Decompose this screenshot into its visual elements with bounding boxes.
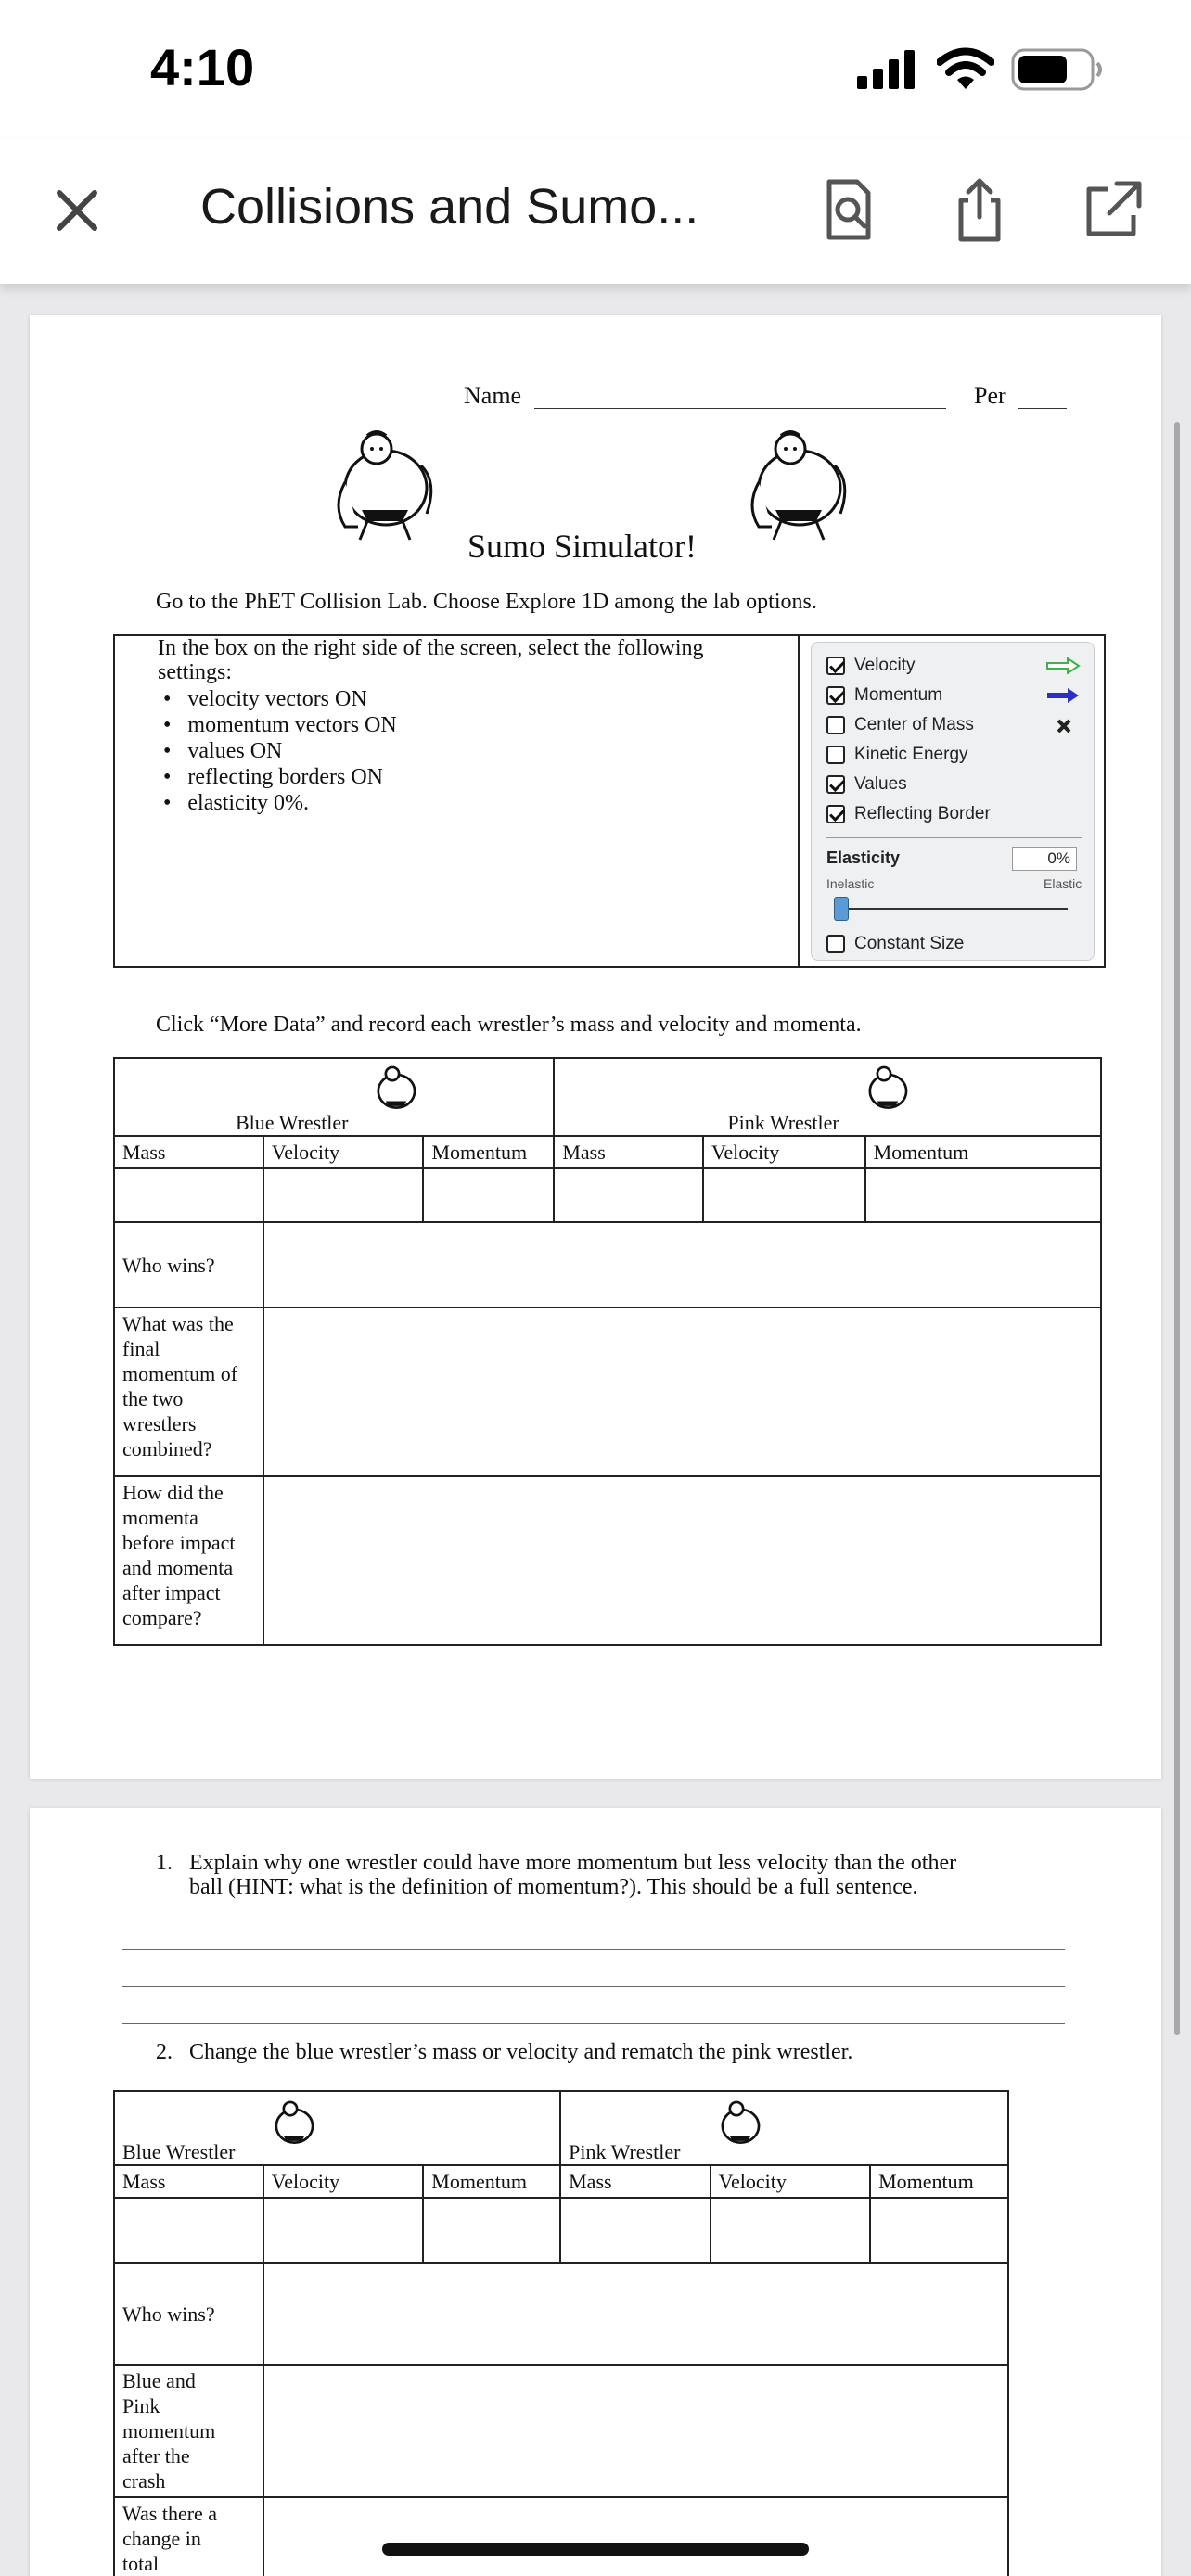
settings-list: [158, 686, 397, 816]
status-bar: [0, 0, 1191, 139]
question-final-momentum: What was the final momentum of the two wrestlers combined?: [114, 1307, 263, 1476]
document-page-2[interactable]: [30, 1808, 1161, 2576]
column-header: Velocity: [263, 1136, 424, 1168]
wifi-icon: [937, 46, 994, 91]
list-item: • values ON: [158, 739, 283, 763]
column-header: Momentum: [423, 2165, 560, 2198]
home-indicator[interactable]: [382, 2543, 809, 2556]
answer-line: [122, 1949, 1065, 1950]
question-change-total: Was there a change in total: [114, 2497, 263, 2576]
sumo-wrestler-image: [738, 425, 859, 543]
blank-cell[interactable]: [423, 2198, 560, 2263]
blank-cell[interactable]: [703, 1168, 865, 1222]
question-who-wins: Who wins?: [114, 2263, 263, 2365]
answer-cell[interactable]: [263, 1222, 1101, 1307]
option-kinetic-energy[interactable]: Kinetic Energy: [826, 743, 968, 767]
phet-options-panel: [811, 642, 1095, 961]
answer-line: [122, 1986, 1065, 1987]
sumo-wrestler-image: [861, 1063, 915, 1116]
checkbox[interactable]: [826, 716, 845, 734]
blue-wrestler-header: [114, 1058, 554, 1136]
blank-cell[interactable]: [423, 1168, 554, 1222]
checkbox[interactable]: [826, 805, 845, 823]
answer-cell[interactable]: [263, 2497, 1008, 2576]
column-header: Momentum: [865, 1136, 1101, 1168]
panel-divider: [826, 837, 1082, 838]
settings-text-line: settings:: [158, 660, 233, 684]
answer-cell[interactable]: [263, 1476, 1101, 1645]
settings-text-line: In the box on the right side of the screen, select the following: [158, 636, 704, 660]
data-table: [113, 1057, 1102, 1646]
sumo-wrestler-image: [325, 425, 445, 543]
column-header: Mass: [560, 2165, 710, 2198]
column-header: Momentum: [870, 2165, 1008, 2198]
blank-cell[interactable]: [711, 2198, 871, 2263]
battery-icon: [1011, 46, 1104, 93]
document-page-1[interactable]: [30, 315, 1161, 1779]
elasticity-value[interactable]: 0%: [1012, 847, 1077, 871]
per-label: Per: [974, 382, 1006, 409]
answer-cell[interactable]: [263, 2263, 1008, 2365]
close-icon[interactable]: [46, 180, 108, 241]
scrollbar[interactable]: [1174, 422, 1180, 2035]
open-external-icon[interactable]: [1080, 176, 1146, 243]
pink-wrestler-label: Pink Wrestler: [727, 1111, 839, 1134]
per-line: [1018, 408, 1067, 409]
document-title: Collisions and Sumo...: [200, 179, 699, 235]
pink-wrestler-header: [560, 2091, 1008, 2165]
elasticity-label: Elasticity: [826, 848, 901, 867]
center-of-mass-icon: [1055, 717, 1073, 735]
checkbox[interactable]: [826, 686, 845, 705]
blank-cell[interactable]: [263, 2198, 424, 2263]
blank-cell[interactable]: [560, 2198, 710, 2263]
list-item: • velocity vectors ON: [158, 687, 367, 711]
blank-cell[interactable]: [263, 1168, 424, 1222]
blue-wrestler-header: [114, 2091, 560, 2165]
answer-cell[interactable]: [263, 1307, 1101, 1476]
inelastic-label: Inelastic: [826, 876, 875, 891]
viewer-header: [0, 139, 1191, 284]
column-header: Velocity: [703, 1136, 865, 1168]
checkbox[interactable]: [826, 657, 845, 675]
settings-box: [113, 634, 1106, 968]
velocity-arrow-icon: [1045, 657, 1081, 674]
column-header: Mass: [114, 2165, 263, 2198]
option-values[interactable]: Values: [826, 772, 907, 797]
option-center-of-mass[interactable]: Center of Mass: [826, 713, 974, 737]
blank-cell[interactable]: [865, 1168, 1101, 1222]
question-momenta-compare: How did the momenta before impact and momenta after impact compare?: [114, 1476, 263, 1645]
elastic-label: Elastic: [1044, 876, 1082, 891]
column-header: Velocity: [711, 2165, 871, 2198]
blue-wrestler-label: Blue Wrestler: [122, 2140, 236, 2163]
list-item: • momentum vectors ON: [158, 713, 397, 737]
data-table: [113, 2090, 1009, 2576]
pink-wrestler-header: [554, 1058, 1101, 1136]
column-header: Velocity: [263, 2165, 424, 2198]
pink-wrestler-label: Pink Wrestler: [569, 2140, 681, 2163]
column-header: Mass: [114, 1136, 263, 1168]
sumo-wrestler-image: [713, 2098, 767, 2151]
question-momentum-after-crash: Blue and Pink momentum after the crash: [114, 2365, 263, 2497]
question-1-text: Explain why one wrestler could have more momentum but less velocity than the other: [189, 1851, 957, 1875]
sumo-wrestler-image: [369, 1063, 423, 1116]
question-number: 1.: [156, 1851, 173, 1875]
answer-cell[interactable]: [263, 2365, 1008, 2497]
list-item: • reflecting borders ON: [158, 765, 383, 789]
status-time: 4:10: [150, 38, 255, 96]
instruction-text: Click “More Data” and record each wrestler’s mass and velocity and momenta.: [156, 1013, 862, 1037]
blank-cell[interactable]: [114, 1168, 263, 1222]
option-velocity[interactable]: Velocity: [826, 654, 915, 678]
intro-text: Go to the PhET Collision Lab. Choose Explore 1D among the lab options.: [156, 590, 817, 614]
option-reflecting-border[interactable]: Reflecting Border: [826, 802, 991, 826]
search-document-icon[interactable]: [814, 176, 881, 243]
elasticity-slider-track[interactable]: [839, 908, 1068, 910]
question-1-text: ball (HINT: what is the definition of momentum?). This should be a full sentence.: [189, 1875, 918, 1899]
question-number: 2.: [156, 2040, 173, 2064]
settings-divider: [798, 636, 800, 966]
checkbox[interactable]: [826, 935, 845, 953]
column-header: Momentum: [423, 1136, 554, 1168]
blank-cell[interactable]: [870, 2198, 1008, 2263]
momentum-arrow-icon: [1045, 687, 1081, 704]
name-label: Name: [464, 382, 522, 409]
page-title: Sumo Simulator!: [467, 528, 698, 565]
blank-cell[interactable]: [554, 1168, 703, 1222]
name-line: [534, 408, 946, 409]
column-header: Mass: [554, 1136, 703, 1168]
blue-wrestler-label: Blue Wrestler: [236, 1111, 349, 1134]
sumo-wrestler-image: [267, 2098, 321, 2151]
checkbox[interactable]: [826, 746, 845, 764]
list-item: • elasticity 0%.: [158, 791, 310, 815]
answer-line: [122, 2023, 1065, 2024]
question-who-wins: Who wins?: [114, 1222, 263, 1307]
question-2-text: Change the blue wrestler’s mass or velocity and rematch the pink wrestler.: [189, 2040, 853, 2064]
signal-icon: [857, 48, 920, 89]
share-icon[interactable]: [946, 176, 1013, 243]
checkbox[interactable]: [826, 775, 845, 794]
option-momentum[interactable]: Momentum: [826, 683, 942, 708]
blank-cell[interactable]: [114, 2198, 263, 2263]
option-constant-size[interactable]: Constant Size: [826, 932, 964, 956]
elasticity-slider-thumb[interactable]: [834, 897, 849, 921]
